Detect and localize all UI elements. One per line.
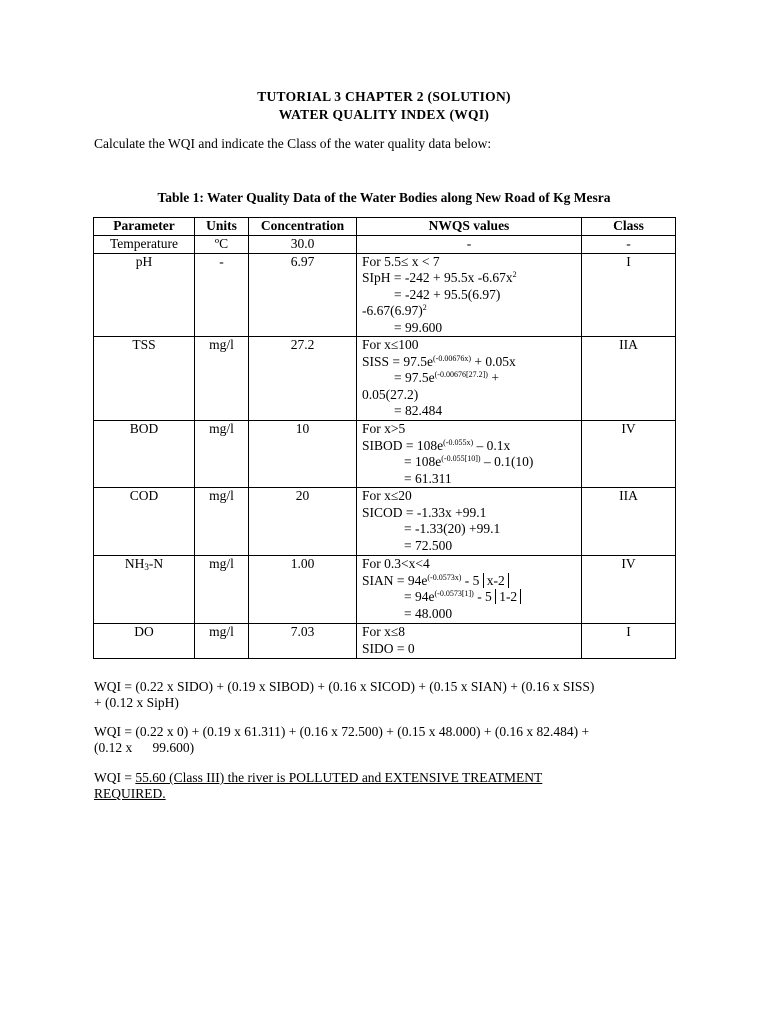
- header-class: Class: [582, 218, 676, 236]
- subscript: 3: [144, 562, 149, 572]
- nwqs-cell: [357, 253, 582, 337]
- table-row: [94, 624, 676, 659]
- nwqs-line: [362, 354, 578, 371]
- formula-text: - 5: [473, 589, 496, 604]
- water-quality-table: [93, 217, 676, 659]
- table-row: [94, 236, 676, 254]
- class-cell: IV: [582, 421, 676, 488]
- units-cell: -: [195, 253, 249, 337]
- nwqs-line: SIDO = 0: [362, 640, 415, 656]
- nwqs-line: [362, 573, 578, 590]
- exponent: (-0.055[10]): [441, 454, 481, 463]
- units-cell: mg/l: [195, 337, 249, 421]
- nwqs-line: = 61.311: [404, 470, 452, 486]
- document-subtitle: WATER QUALITY INDEX (WQI): [278, 107, 490, 122]
- table-row: [94, 337, 676, 421]
- wqi-result-line: [94, 770, 684, 786]
- nwqs-line: [362, 270, 578, 287]
- exponent: (-0.00676[27.2]): [434, 370, 488, 379]
- header-units: Units: [195, 218, 249, 236]
- nwqs-line: For x≤100: [362, 337, 419, 352]
- nwqs-line: = 72.500: [404, 537, 453, 553]
- units-cell: mg/l: [195, 488, 249, 556]
- exponent: 2: [422, 303, 427, 312]
- concentration-cell: 27.2: [249, 337, 357, 421]
- formula-text: = 94e: [404, 589, 435, 604]
- formula-text: SIAN = 94e: [362, 572, 428, 588]
- class-cell: IV: [582, 556, 676, 624]
- nwqs-cell: [357, 337, 582, 421]
- units-cell: mg/l: [195, 421, 249, 488]
- nwqs-cell: [357, 556, 582, 624]
- class-cell: IIA: [582, 337, 676, 421]
- concentration-cell: 20: [249, 488, 357, 556]
- exponent: 2: [512, 270, 517, 279]
- table-caption: Table 1: Water Quality Data of the Water Bodies along New Road of Kg Mesra: [157, 190, 611, 205]
- exponent: (-0.00676x): [433, 353, 472, 363]
- nwqs-cell: [357, 488, 582, 556]
- header-nwqs: NWQS values: [357, 218, 582, 236]
- formula-text: +: [487, 370, 499, 385]
- nwqs-line: [362, 303, 578, 320]
- absolute-value: x-2: [483, 573, 509, 588]
- formula-text: – 0.1(10): [480, 454, 534, 469]
- table-row: [94, 556, 676, 624]
- nwqs-line: [362, 438, 578, 455]
- nwqs-line: = -242 + 95.5(6.97): [394, 286, 501, 302]
- nwqs-line: = -1.33(20) +99.1: [404, 521, 501, 536]
- formula-text: + 0.05x: [471, 353, 516, 369]
- nwqs-line: [362, 370, 578, 387]
- wqi-formula: [94, 679, 684, 711]
- nwqs-line: 0.05(27.2): [362, 386, 419, 402]
- formula-text: SIpH = -242 + 95.5x -6.67x: [362, 270, 513, 285]
- nwqs-line: = 99.600: [394, 319, 443, 335]
- nwqs-line: = 48.000: [404, 605, 453, 621]
- formula-text: = 108e: [404, 454, 442, 469]
- table-row: [94, 488, 676, 556]
- header-parameter: Parameter: [94, 218, 195, 236]
- table-row: [94, 253, 676, 337]
- formula-text: SISS = 97.5e: [362, 353, 434, 369]
- param-cell: TSS: [94, 337, 195, 421]
- nwqs-line: For x≤8: [362, 624, 406, 639]
- nwqs-line: For x>5: [362, 421, 406, 436]
- nwqs-line: [362, 454, 578, 471]
- nwqs-line: For 5.5≤ x < 7: [362, 253, 440, 269]
- param-cell: Temperature: [94, 236, 195, 254]
- wqi-formula-line: + (0.12 x SipH): [94, 695, 179, 710]
- param-cell: COD: [94, 488, 195, 556]
- nwqs-cell: [357, 421, 582, 488]
- formula-text: – 0.1x: [473, 437, 511, 453]
- wqi-substitution-line: (0.12 x 99.600): [94, 740, 195, 755]
- result-value: 55.60 (Class III): [135, 770, 225, 785]
- result-text: the river is POLLUTED and EXTENSIVE TREATMENT: [224, 770, 543, 785]
- exponent: (-0.0573x): [427, 572, 462, 582]
- class-cell: IIA: [582, 488, 676, 556]
- param-text: NH: [124, 556, 145, 571]
- units-cell: ºC: [195, 236, 249, 254]
- concentration-cell: 1.00: [249, 556, 357, 624]
- nwqs-line: For 0.3<x<4: [362, 556, 430, 571]
- class-cell: I: [582, 624, 676, 659]
- wqi-formula-line: WQI = (0.22 x SIDO) + (0.19 x SIBOD) + (0.16 x SICOD) + (0.15 x SIAN) + (0.16 x SISS): [94, 679, 595, 694]
- wqi-substitution-line: WQI = (0.22 x 0) + (0.19 x 61.311) + (0.16 x 72.500) + (0.15 x 48.000) + (0.16 x 82.484) +: [94, 724, 590, 739]
- formula-text: -6.67(6.97): [362, 303, 423, 318]
- param-cell: pH: [94, 253, 195, 337]
- nwqs-cell: [357, 624, 582, 659]
- exponent: (-0.0573[1]): [434, 589, 474, 598]
- result-prefix: WQI =: [94, 770, 136, 785]
- class-cell: -: [582, 236, 676, 254]
- exponent: (-0.055x): [443, 437, 474, 447]
- instruction-text: Calculate the WQI and indicate the Class of the water quality data below:: [94, 136, 492, 151]
- formula-text: SIBOD = 108e: [362, 437, 444, 453]
- document-title: TUTORIAL 3 CHAPTER 2 (SOLUTION): [257, 89, 511, 104]
- table-header-row: [94, 218, 676, 236]
- formula-text: - 5: [461, 572, 483, 588]
- concentration-cell: 7.03: [249, 624, 357, 659]
- wqi-substitution: [94, 724, 684, 756]
- concentration-cell: 30.0: [249, 236, 357, 254]
- param-cell: DO: [94, 624, 195, 659]
- header-concentration: Concentration: [249, 218, 357, 236]
- nwqs-line: For x≤20: [362, 488, 412, 503]
- concentration-cell: 10: [249, 421, 357, 488]
- concentration-cell: 6.97: [249, 253, 357, 337]
- nwqs-line: = 82.484: [394, 403, 443, 418]
- units-cell: mg/l: [195, 624, 249, 659]
- table-row: [94, 421, 676, 488]
- nwqs-line: [362, 589, 578, 606]
- wqi-result: [94, 770, 684, 802]
- nwqs-cell: -: [357, 236, 582, 254]
- class-cell: I: [582, 253, 676, 337]
- units-cell: mg/l: [195, 556, 249, 624]
- formula-text: = 97.5e: [394, 370, 435, 385]
- param-cell: [94, 556, 195, 624]
- param-cell: BOD: [94, 421, 195, 488]
- wqi-result-line: REQUIRED.: [94, 786, 166, 801]
- param-text: -N: [148, 556, 164, 571]
- nwqs-line: SICOD = -1.33x +99.1: [362, 504, 487, 520]
- absolute-value: 1-2: [495, 589, 521, 604]
